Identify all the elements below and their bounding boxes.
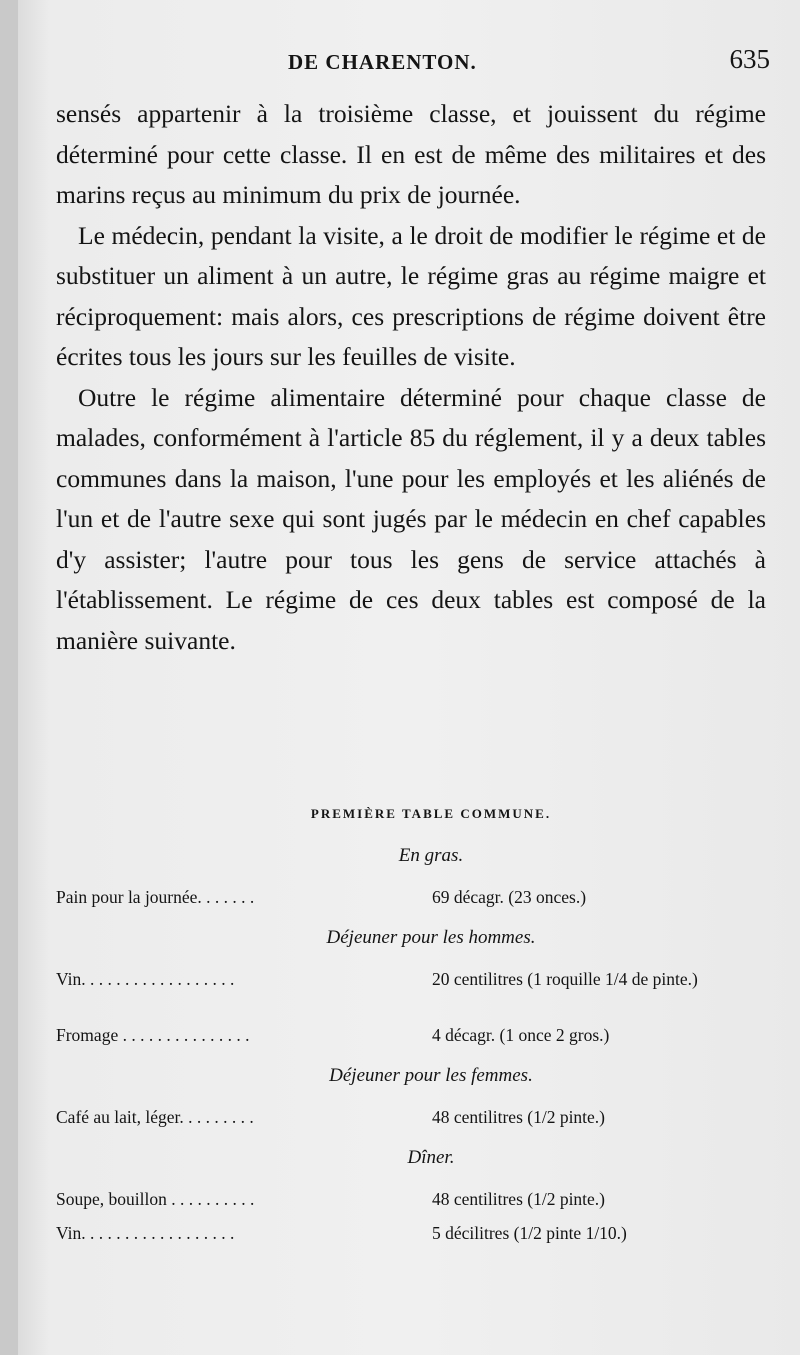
running-title: DE CHARENTON.	[288, 50, 477, 74]
row-quantity: 20 centilitres (1 roquille 1/4 de pinte.)	[432, 969, 698, 989]
row-quantity: 69 décagr. (23 onces.)	[432, 887, 587, 907]
table-row	[56, 962, 766, 1018]
paragraph: sensés appartenir à la troisième classe, et jouissent du régime déterminé pour cette classe. Il en est de même des militaires et des marins reçus au minimum du prix de journée.	[56, 99, 766, 209]
row-item: Vin. . . . . . . . . . . . . . . . . .	[56, 1223, 235, 1243]
row-quantity: 5 décilitres (1/2 pinte 1/10.)	[432, 1223, 627, 1243]
table-row	[56, 1216, 766, 1250]
row-quantity: 48 centilitres (1/2 pinte.)	[432, 1189, 606, 1209]
row-quantity: 4 décagr. (1 once 2 gros.)	[432, 1025, 610, 1045]
table-row	[56, 1182, 766, 1216]
row-item: Pain pour la journée. . . . . . .	[56, 887, 255, 907]
table-row	[56, 880, 766, 914]
page-number: 635	[729, 44, 770, 74]
book-page	[18, 0, 800, 1355]
row-item: Fromage . . . . . . . . . . . . . . .	[56, 1025, 250, 1045]
section-heading: En gras.	[398, 845, 464, 866]
page-header	[18, 44, 800, 84]
row-item: Vin. . . . . . . . . . . . . . . . . .	[56, 969, 235, 989]
table-row	[56, 1100, 766, 1134]
paragraph: Outre le régime alimentaire déterminé pour chaque classe de malades, conformément à l'article 85 du réglement, il y a deux tables communes dans la maison, l'une pour les employés et les aliénés de l'un et de l'autre sexe qui sont jugés par le médecin en chef capables d'y assister; l'autre pour tous les gens de service attachés à l'établissement. Le régime de ces deux tables est composé de la manière suivante.	[56, 382, 766, 655]
section-heading: Dîner.	[407, 1147, 455, 1168]
paragraph: Le médecin, pendant la visite, a le droit de modifier le régime et de substituer un aliment à un autre, le régime gras au régime maigre et réciproquement: mais alors, ces prescriptions de régime doivent être écrites tous les jours sur les feuilles de visite.	[56, 220, 766, 371]
row-item: Café au lait, léger. . . . . . . . .	[56, 1107, 254, 1127]
row-item: Soupe, bouillon . . . . . . . . . .	[56, 1189, 255, 1209]
body-text	[56, 94, 766, 661]
row-quantity: 48 centilitres (1/2 pinte.)	[432, 1107, 606, 1127]
section-heading: Déjeuner pour les hommes.	[326, 927, 536, 948]
table-row	[56, 1018, 766, 1052]
diet-table	[56, 796, 766, 1250]
section-heading: Déjeuner pour les femmes.	[329, 1065, 533, 1086]
table-title: PREMIÈRE TABLE COMMUNE.	[310, 806, 552, 821]
